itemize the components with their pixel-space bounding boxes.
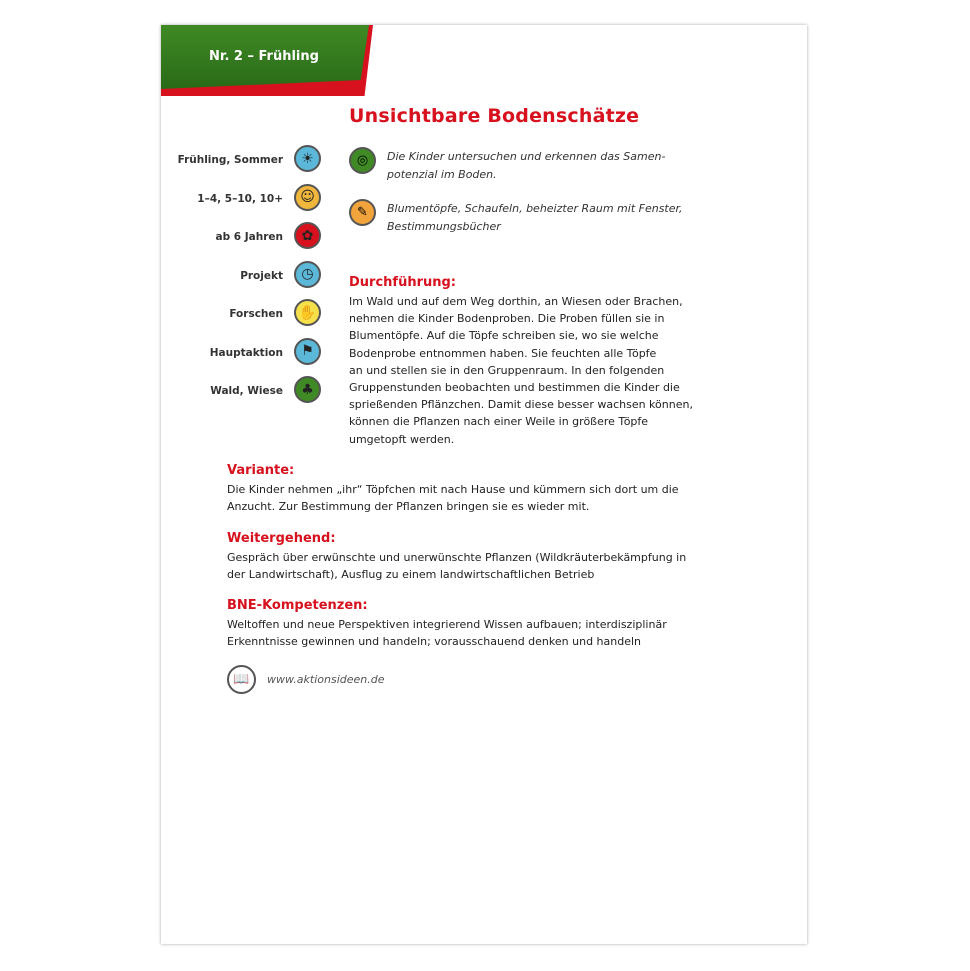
text-line: umgetopft werden. <box>349 432 455 446</box>
page-title: Unsichtbare Bodenschätze <box>349 105 640 127</box>
age-icon: ✿ <box>294 222 321 249</box>
sidebar-row <box>161 261 321 293</box>
weitergehend-heading: Weitergehend: <box>227 531 336 546</box>
sidebar-label: ab 6 Jahren <box>215 231 283 243</box>
text-line: Erkenntnisse gewinnen und handeln; vorausschauend denken und handeln <box>227 635 642 649</box>
sidebar-row <box>161 145 321 177</box>
durchfuehrung-heading: Durchführung: <box>349 275 457 290</box>
text-line: Die Kinder untersuchen und erkennen das Samen- <box>387 150 666 163</box>
sidebar-label: Hauptaktion <box>209 346 283 359</box>
sidebar-label: Forschen <box>229 308 283 320</box>
text-line: an und stellen sie in den Gruppenraum. In den folgenden <box>349 363 665 377</box>
text-line: potenzial im Boden. <box>387 168 497 181</box>
goal-text <box>387 148 707 184</box>
text-line: nehmen die Kinder Bodenproben. Die Proben füllen sie in <box>349 312 665 326</box>
text-line: können die Pflanzen nach einer Weile in größere Töpfe <box>349 415 649 429</box>
book-icon: 📖 <box>227 665 256 694</box>
goal-target-icon: ◎ <box>349 147 376 174</box>
group-size-icon: ☺ <box>294 184 321 211</box>
website-link[interactable]: www.aktionsideen.de <box>267 673 385 686</box>
sidebar-row <box>161 338 321 370</box>
weitergehend-text <box>227 549 686 583</box>
season-icon: ☀ <box>294 145 321 172</box>
text-line: Die Kinder nehmen „ihr“ Töpfchen mit nach Hause und kümmern sich dort um die <box>227 483 679 496</box>
sidebar-row <box>161 184 321 216</box>
text-line: Gruppenstunden beobachten und bestimmen die Kinder die <box>349 381 680 395</box>
main-action-icon: ⚑ <box>294 338 321 365</box>
sidebar-label: 1–4, 5–10, 10+ <box>197 192 283 205</box>
worksheet-page <box>161 25 807 944</box>
bne-text <box>227 616 667 650</box>
banner-label: Nr. 2 – Frühling <box>209 49 319 64</box>
research-hand-icon: ✋ <box>294 299 321 326</box>
sidebar-row <box>161 299 321 331</box>
durchfuehrung-text <box>349 293 693 448</box>
sidebar-label: Wald, Wiese <box>210 385 283 397</box>
sidebar-label: Projekt <box>240 269 283 282</box>
text-line: Bodenprobe entnommen haben. Sie feuchten alle Töpfe <box>349 346 657 360</box>
text-line: Weltoffen und neue Perspektiven integrierend Wissen aufbauen; interdisziplinär <box>227 618 667 631</box>
sidebar-row <box>161 376 321 408</box>
text-line: Bestimmungsbücher <box>387 220 501 233</box>
variante-heading: Variante: <box>227 463 295 478</box>
text-line: Blumentöpfe. Auf die Töpfe schreiben sie, wo sie welche <box>349 329 659 343</box>
forest-meadow-icon: ♣ <box>294 376 321 403</box>
text-line: Anzucht. Zur Bestimmung der Pflanzen bringen sie es wieder mit. <box>227 500 590 514</box>
materials-icon: ✎ <box>349 199 376 226</box>
goal-text <box>387 200 707 236</box>
variante-text <box>227 481 679 515</box>
text-line: Im Wald und auf dem Weg dorthin, an Wiesen oder Brachen, <box>349 295 683 308</box>
text-line: der Landwirtschaft), Ausflug zu einem landwirtschaftlichen Betrieb <box>227 568 595 582</box>
project-icon: ◷ <box>294 261 321 288</box>
text-line: Gespräch über erwünschte und unerwünschte Pflanzen (Wildkräuterbekämpfung in <box>227 551 687 564</box>
sidebar-row <box>161 222 321 254</box>
text-line: Blumentöpfe, Schaufeln, beheizter Raum mit Fenster, <box>387 202 683 215</box>
sidebar-label: Frühling, Sommer <box>177 154 283 166</box>
text-line: sprießenden Pflänzchen. Damit diese besser wachsen können, <box>349 398 693 412</box>
bne-heading: BNE-Kompetenzen: <box>227 598 368 613</box>
